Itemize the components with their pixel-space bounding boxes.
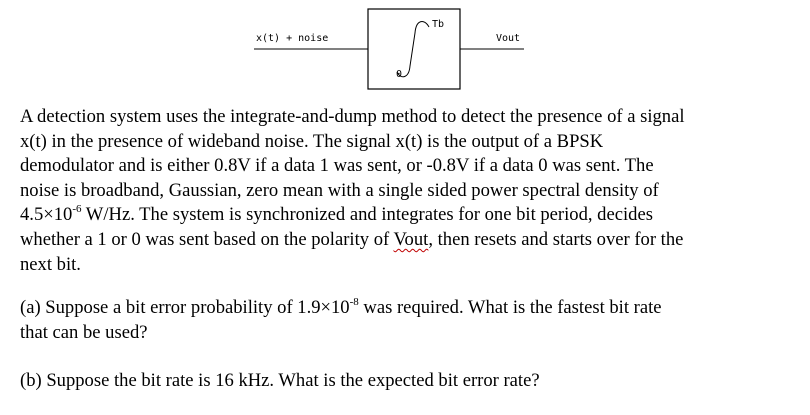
psd-value: 4.5×10: [20, 204, 73, 226]
problem-line-3: demodulator and is either 0.8V if a data 1 was sent, or -0.8V if a data 0 was sent. The: [20, 155, 654, 177]
question-b: [20, 369, 790, 394]
error-probability-exponent: -8: [349, 295, 359, 308]
diagram-graphic: [0, 0, 810, 100]
problem-line-7: next bit.: [20, 253, 81, 275]
question-b-line-1: (b) Suppose the bit rate is 16 kHz. What is the expected bit error rate?: [20, 370, 540, 391]
output-signal-label: Vout: [496, 33, 521, 44]
input-signal-label: x(t) + noise: [256, 33, 329, 44]
problem-line-6: [20, 228, 790, 253]
integrator-block-diagram: [0, 0, 810, 100]
problem-line-6-start: whether a 1 or 0 was sent based on the polarity of: [20, 228, 394, 250]
question-a: [20, 296, 790, 345]
problem-line-1: A detection system uses the integrate-and-dump method to detect the presence of a signal: [20, 106, 685, 127]
problem-line-5: [20, 203, 790, 228]
integrator-box: [368, 9, 460, 89]
integral-lower-limit: 0: [396, 69, 403, 80]
problem-line-6-end: , then resets and starts over for the: [428, 228, 684, 250]
question-a-rest: was required. What is the fastest bit rate: [358, 297, 662, 318]
vout-term: Vout: [393, 228, 429, 250]
problem-statement: [20, 105, 790, 277]
question-a-start: (a) Suppose a bit error probability of 1.9×10: [20, 297, 350, 318]
problem-line-4: noise is broadband, Gaussian, zero mean with a single sided power spectral density of: [20, 179, 659, 201]
question-a-line-1: [20, 296, 790, 321]
question-a-line-2: that can be used?: [20, 321, 148, 343]
problem-line-2: x(t) in the presence of wideband noise. The signal x(t) is the output of a BPSK: [20, 130, 604, 152]
psd-exponent: -6: [72, 203, 82, 216]
integral-upper-limit: Tb: [432, 19, 445, 30]
problem-line-5-rest: W/Hz. The system is synchronized and integrates for one bit period, decides: [81, 204, 653, 226]
